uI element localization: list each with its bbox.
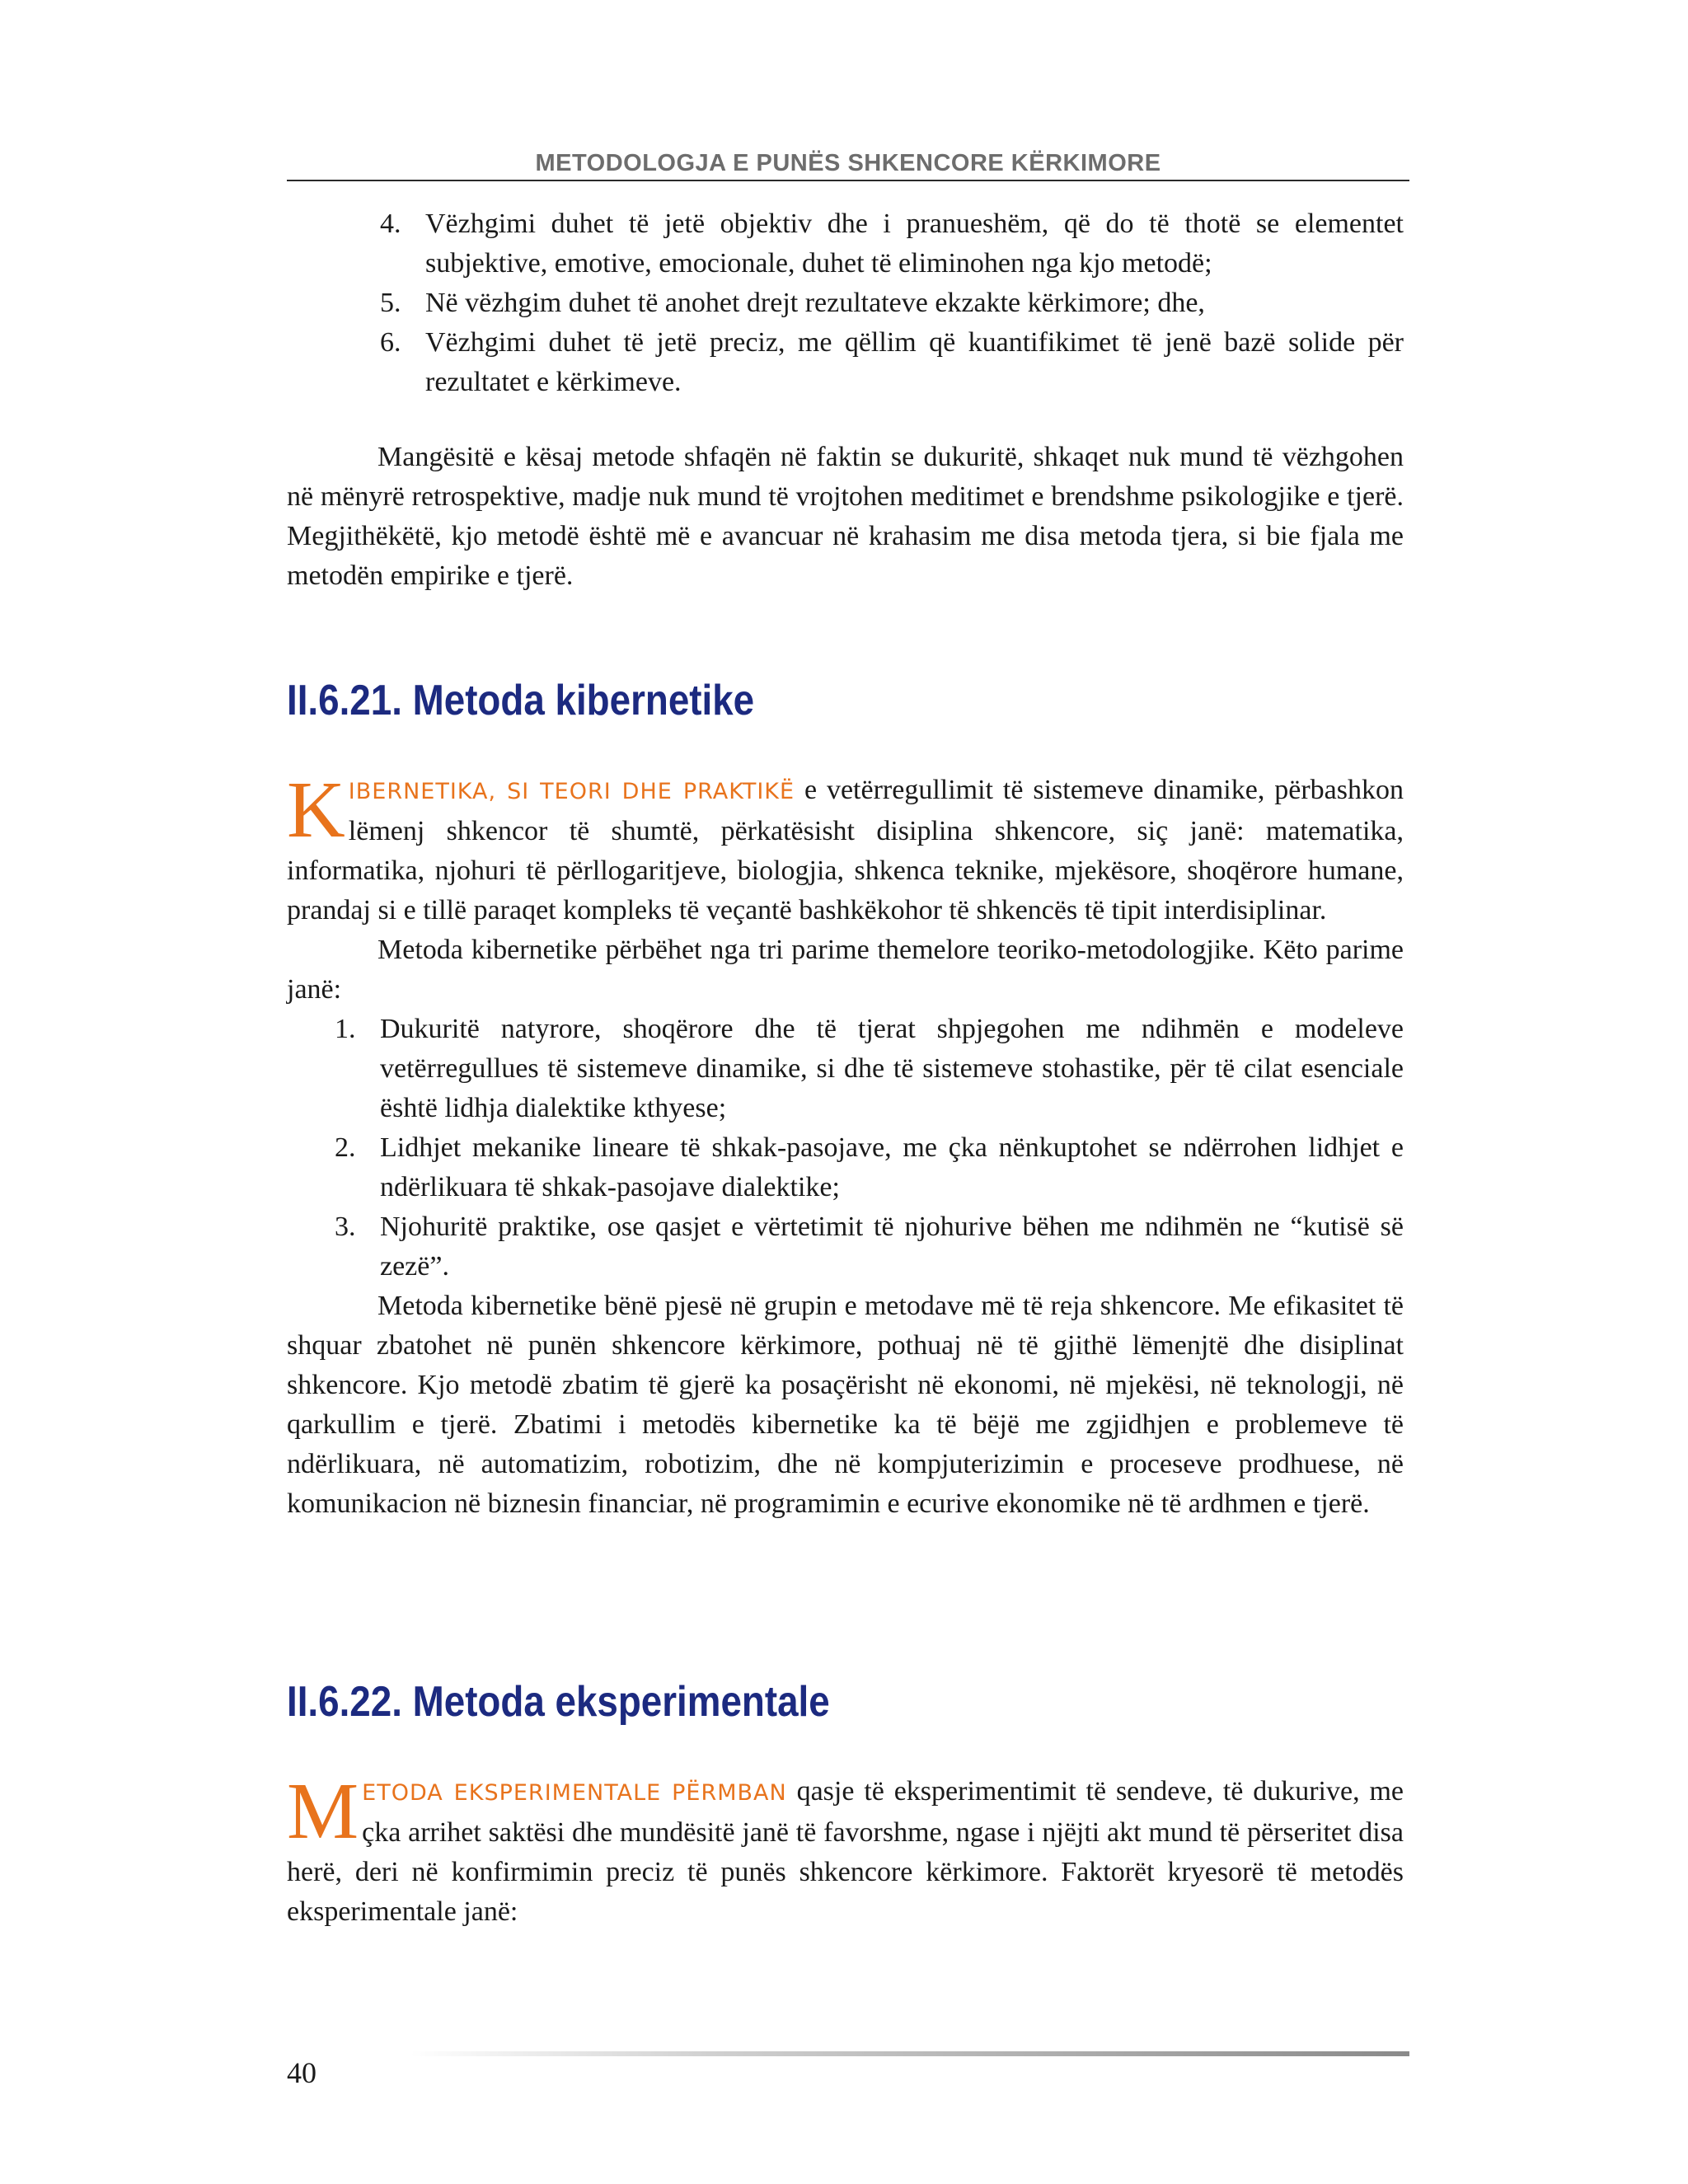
section-22-body (287, 1767, 1404, 1932)
list-item-text: Në vëzhgim duhet të anohet drejt rezultateve ekzakte kërkimore; dhe, (425, 288, 1205, 318)
list-item-text: Lidhjet mekanike lineare të shkak-pasojave, me çka nënkuptohet se ndërrohen lidhjet e ndërlikuara të shkak-pasojave dialektike; (380, 1132, 1404, 1202)
list-item-text: Njohuritë praktike, ose qasjet e vërtetimit të njohurive bëhen me ndihmën ne “kutisë së zezë”. (380, 1212, 1404, 1282)
list-item (380, 284, 1404, 323)
section-21-intro (287, 766, 1404, 930)
list-item-number: 6. (380, 327, 401, 358)
principles-list (287, 1010, 1404, 1286)
section-21-body (287, 766, 1404, 1524)
paragraph-shortcomings: Mangësitë e kësaj metode shfaqën në faktin se dukuritë, shkaqet nuk mund të vëzhgohen në mënyrë retrospektive, madje nuk mund të vrojtohen meditimet e brendshme psikologjike e tjerë. Megjithëkëtë, kjo metodë është më e avancuar në krahasim me disa metoda tjera, si bie fjala me metodën empirike e tjerë. (287, 442, 1404, 591)
section-heading-kibernetike: II.6.21. Metoda kibernetike (287, 677, 755, 724)
list-item-number: 3. (335, 1212, 356, 1242)
list-item (380, 323, 1404, 402)
list-item-text: Dukuritë natyrore, shoqërore dhe të tjerat shpjegohen me ndihmën e modeleve vetërregullues të sistemeve dinamike, si dhe të sistemeve stohastike, për të cilat esenciale është lidhja dialektike kthyese; (380, 1014, 1404, 1123)
drop-cap: M (287, 1767, 359, 1856)
section-21-application: Metoda kibernetike bënë pjesë në grupin e metodave më të reja shkencore. Me efikasitet të shquar zbatohet në punën shkencore kërkimore, pothuaj në të gjithë lëmenjtë dhe disiplinat shkencore. Kjo metodë zbatim të gjerë ka posaçërisht në ekonomi, në mjekësi, në teknologji, në qarkullim e tjerë. Zbatimi i metodës kibernetike ka të bëjë me zgjidhjen e problemeve të ndërlikuara, në automatizim, robotizim, dhe në kompjuterizimin e proceseve prodhuese, në komunikacion në biznesin financiar, në programimin e ecurive ekonomike në të ardhmen e tjerë. (287, 1291, 1404, 1519)
lead-in-caps: IBERNETIKA, SI TEORI DHE PRAKTIKË (348, 779, 795, 804)
page-number: 40 (287, 2056, 316, 2089)
top-list-block (380, 204, 1404, 402)
list-item (335, 1207, 1404, 1286)
section-21-principles-intro: Metoda kibernetike përbëhet nga tri parime themelore teoriko-metodologjike. Këto parime janë: (287, 935, 1404, 1005)
section-heading-eksperimentale: II.6.22. Metoda eksperimentale (287, 1678, 830, 1726)
list-item-text: Vëzhgimi duhet të jetë preciz, me qëllim që kuantifikimet të jenë bazë solide për rezultatet e kërkimeve. (425, 327, 1404, 397)
list-item-text: Vëzhgimi duhet të jetë objektiv dhe i pranueshëm, që do të thotë se elementet subjektive, emotive, emocionale, duhet të eliminohen nga kjo metodë; (425, 209, 1404, 279)
header-rule (287, 180, 1409, 181)
intro-text: qasje të eksperimentimit të sendeve, të dukurive, me çka arrihet saktësi dhe mundësitë janë të favorshme, ngase i njëjti akt mund të përseritet disa herë, deri në konfirmimin preciz të punës shkencore kërkimore. Faktorët kryesorë të metodës eksperimentale janë: (287, 1776, 1404, 1927)
document-page (287, 0, 1409, 2184)
list-item (335, 1128, 1404, 1207)
section-22-intro (287, 1767, 1404, 1932)
list-item-number: 4. (380, 209, 401, 239)
list-item-number: 2. (335, 1132, 356, 1163)
top-numbered-list (380, 204, 1404, 402)
list-item (335, 1010, 1404, 1128)
list-item (380, 204, 1404, 284)
lead-in-caps: ETODA EKSPERIMENTALE PËRMBAN (362, 1780, 787, 1806)
intro-text: e vetërregullimit të sistemeve dinamike, përbashkon lëmenj shkencor të shumtë, përkatësisht disiplina shkencore, siç janë: matematika, informatika, njohuri të përllogaritjeve, biologjia, shkenca teknike, mjekësore, shoqërore humane, prandaj si e tillë paraqet kompleks të veçantë bashkëkohor të shkencës të tipit interdisiplinar. (287, 775, 1404, 926)
drop-cap: K (287, 766, 345, 855)
running-header: METODOLOGJA E PUNËS SHKENCORE KËRKIMORE (535, 150, 1161, 176)
list-item-number: 1. (335, 1014, 356, 1044)
list-item-number: 5. (380, 288, 401, 318)
footer-rule (410, 2051, 1409, 2056)
